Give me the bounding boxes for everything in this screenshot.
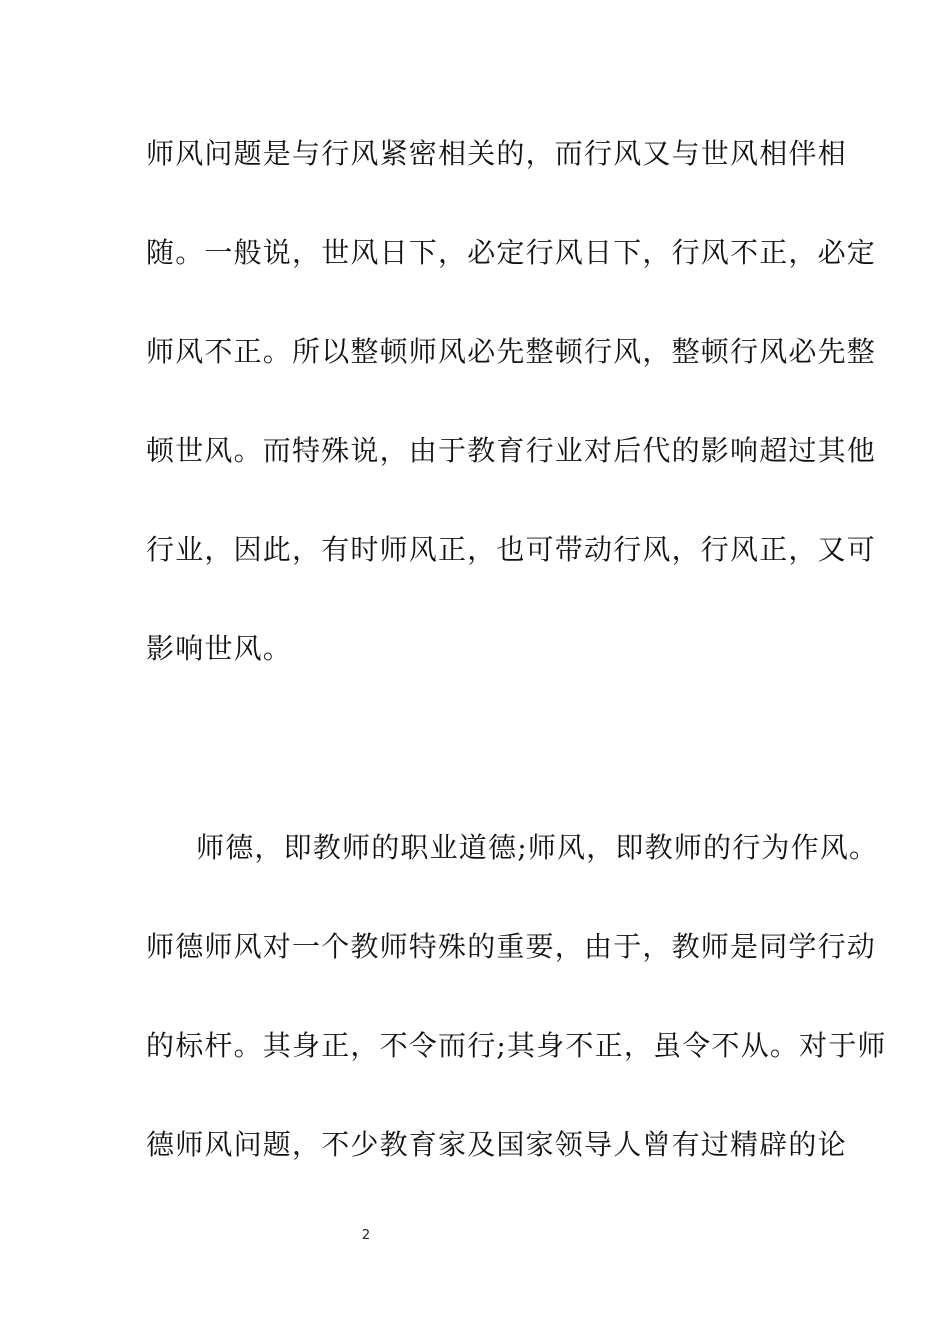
paragraph-2-line-1: 师德，即教师的职业道德;师风，即教师的行为作风。 <box>196 831 879 864</box>
paragraph-1-line-5: 行业，因此，有时师风正，也可带动行风，行风正，又可 <box>146 533 877 566</box>
paragraph-2-line-4: 德师风问题，不少教育家及国家领导人曾有过精辟的论 <box>146 1128 847 1161</box>
paragraph-1-line-3: 师风不正。所以整顿师风必先整顿行风，整顿行风必先整 <box>146 335 877 368</box>
paragraph-1-line-1: 师风问题是与行风紧密相关的，而行风又与世风相伴相 <box>146 137 847 170</box>
paragraph-1-line-4: 顿世风。而特殊说，由于教育行业对后代的影响超过其他 <box>146 434 877 467</box>
paragraph-1-line-2: 随。一般说，世风日下，必定行风日下，行风不正，必定 <box>146 236 877 269</box>
paragraph-2-line-3: 的标杆。其身正，不令而行;其身不正，虽令不从。对于师 <box>146 1029 887 1062</box>
paragraph-2-line-2: 师德师风对一个教师特殊的重要，由于，教师是同学行动 <box>146 930 877 963</box>
page-number: 2 <box>361 1228 371 1243</box>
paragraph-1-line-6: 影响世风。 <box>146 632 293 665</box>
